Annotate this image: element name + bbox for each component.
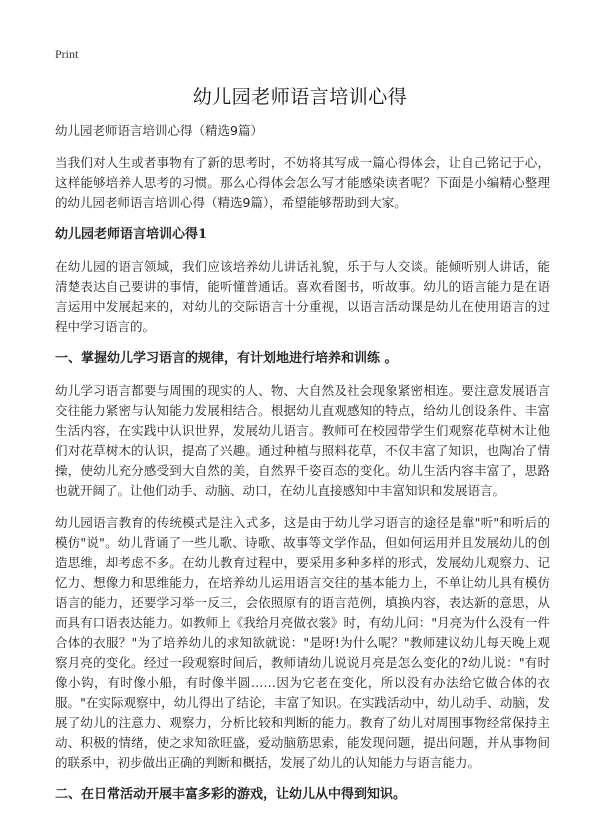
document-body — [55, 121, 550, 817]
section-heading: 幼儿园老师语言培训心得1 — [55, 227, 208, 242]
paragraph-3: 幼儿园语言教育的传统模式是注入式多，这是由于幼儿学习语言的途径是靠"听"和听后的模仿"说"。幼儿背诵了一些儿歌、诗歌、故事等文学作品，但如何运用并且发展幼儿的创造思维，却考虑不多。在幼儿教育过程中，要采用多种多样的形式，发展幼儿观察力、记忆力、想像力和思维能力，在培养幼儿运用语言交往的基本能力上，不单让幼儿具有模仿语言的能力，还要学习举一反三，会依照原有的语言范例，填换内容，表达新的意思，从而具有口语表达能力。如教师上《我给月亮做衣裳》时，有幼儿问："月亮为什么没有一件合体的衣服？"为了培养幼儿的求知欲就说："是呀!为什么呢？"教师建议幼儿每天晚上观察月亮的变化。经过一段观察时间后，教师请幼儿说说月亮是怎么变化的?幼儿说："有时像小钩，有时像小船，有时像半圆……因为它老在变化，所以没有办法给它做合体的衣服。"在实际观察中，幼儿得出了结论，丰富了知识。在实践活动中，幼儿动手、动脑，发展了幼儿的注意力、观察力，分析比较和判断的能力。教育了幼儿对周围事物经常保持主动、积极的情绪，使之求知欲旺盛，爱动脑筋思索，能发现问题，提出问题，并从事物间的联系中，初步做出正确的判断和概括，发展了幼儿的认知能力与语言能力。 — [55, 515, 550, 770]
print-link[interactable]: Print — [55, 47, 79, 61]
document-subtitle: 幼儿园老师语言培训心得（精选9篇） — [55, 123, 263, 138]
heading-two: 二、在日常活动开展丰富多彩的游戏，让幼儿从中得到知识。 — [55, 787, 407, 802]
document-title: 幼儿园老师语言培训心得 — [192, 86, 408, 108]
paragraph-2: 幼儿学习语言都要与周围的现实的人、物、大自然及社会现象紧密相连。要注意发展语言交往能力紧密与认知能力发展相结合。根据幼儿直观感知的特点，给幼儿创设条件、丰富生活内容，在实践中认识世界，发展幼儿语言。教师可在校园带学生们观察花草树木让他们对花草树木的认识，提高了兴趣。通过种植与照料花草，不仅丰富了知识，也陶冶了情操，使幼儿充分感受到大自然的美，自然界千姿百态的变化。幼儿生活内容丰富了，思路也就开阔了。让他们动手、动脑、动口，在幼儿直接感知中丰富知识和发展语言。 — [55, 383, 550, 498]
intro-paragraph: 当我们对人生或者事物有了新的思考时，不妨将其写成一篇心得体会，让自己铭记于心，这样能够培养人思考的习惯。那么心得体会怎么写才能感染读者呢？下面是小编精心整理的幼儿园老师语言培训心得（精选9篇），希望能够帮助到大家。 — [55, 155, 550, 210]
paragraph-1: 在幼儿园的语言领域，我们应该培养幼儿讲话礼貌，乐于与人交谈。能倾听别人讲话，能清楚表达自己要讲的事情，能听懂普通话。喜欢看图书，听故事。幼儿的语言能力是在语言运用中发展起来的，对幼儿的交际语言十分重视，以语言活动课是幼儿在使用语言的过程中学习语言的。 — [55, 259, 550, 334]
heading-one: 一、掌握幼儿学习语言的规律，有计划地进行培养和训练 。 — [55, 351, 398, 366]
